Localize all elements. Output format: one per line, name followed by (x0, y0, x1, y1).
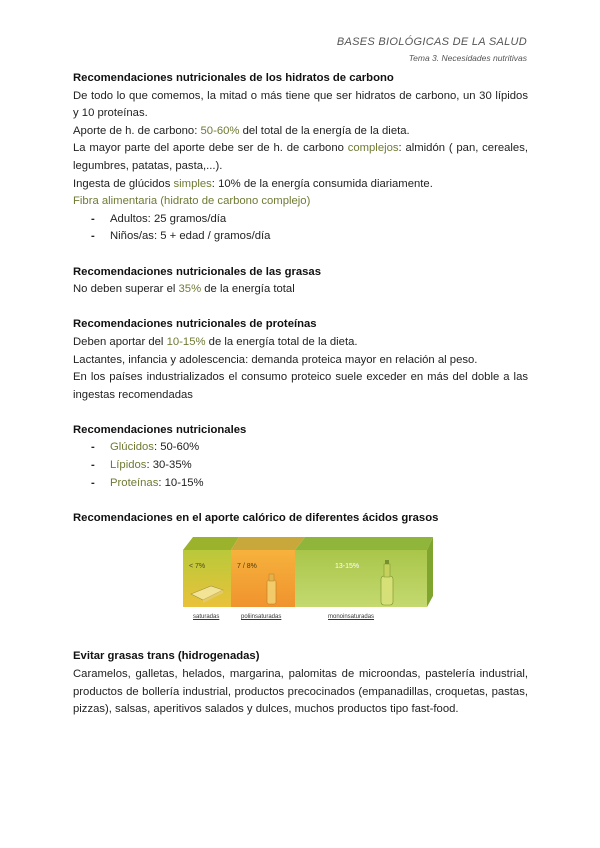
summary-heading: Recomendaciones nutricionales (73, 423, 247, 436)
summary-list (73, 439, 528, 492)
carbs-paragraph-1: De todo lo que comemos, la mitad o más tiene que ser hidratos de carbono, un 30 lípidos y 10 proteínas. (73, 89, 528, 120)
list-item: - Niños/as: 5 + edad / gramos/día (91, 228, 528, 246)
block-saturated-top (183, 537, 239, 550)
fats-paragraph: No deben superar el 35% de la energía total (73, 283, 295, 296)
block-poly (231, 550, 295, 607)
list-item: - Adultos: 25 gramos/día (91, 211, 528, 229)
block-poly-top (231, 537, 305, 550)
fatty-acids-figure (181, 534, 439, 626)
fats-percent-highlight: 35% (178, 283, 202, 296)
document-body (73, 70, 528, 719)
proteins-heading: Recomendaciones nutricionales de proteínas (73, 318, 317, 331)
fats-heading: Recomendaciones nutricionales de las grasas (73, 265, 322, 278)
carbs-paragraph-2: Aporte de h. de carbono: 50-60% del total de la energía de la dieta. (73, 124, 410, 137)
trans-heading: Evitar grasas trans (hidrogenadas) (73, 650, 260, 663)
fatty-acids-heading: Recomendaciones en el aporte calórico de diferentes ácidos grasos (73, 511, 439, 524)
proteins-paragraph-1: Deben aportar del 10-15% de la energía total de la dieta. (73, 335, 358, 348)
carbs-heading: Recomendaciones nutricionales de los hidratos de carbono (73, 72, 394, 84)
fatty-acids-illustration (181, 534, 439, 609)
value-label: 7 / 8% (237, 563, 257, 571)
fiber-list (73, 211, 528, 246)
caption-polyunsaturated: poliinsaturadas (241, 614, 282, 621)
proteins-percent-highlight: 10-15% (166, 335, 206, 348)
block-mono-top (295, 537, 433, 550)
proteins-paragraph-3: En los países industrializados el consumo proteico suele exceder en más del doble a las ingestas recomendadas (73, 371, 528, 401)
carbs-paragraph-4: Ingesta de glúcidos simples: 10% de la energía consumida diariamente. (73, 177, 433, 190)
fiber-heading: Fibra alimentaria (hidrato de carbono complejo) (73, 195, 311, 208)
complex-highlight: complejos (347, 142, 399, 155)
header-course: BASES BIOLÓGICAS DE LA SALUD (336, 36, 527, 48)
carbs-paragraph-3: La mayor parte del aporte debe ser de h. de carbono complejos: almidón ( pan, cereales, legumbres, patatas, pasta,...). (73, 142, 528, 172)
carbs-percent-highlight: 50-60% (200, 124, 240, 137)
caption-monounsaturated: monoinsaturadas (328, 614, 375, 621)
simple-highlight: simples (173, 177, 212, 190)
header-topic: Tema 3. Necesidades nutritivas (408, 53, 527, 63)
block-mono (295, 550, 427, 607)
value-label: 13-15% (335, 563, 360, 571)
list-item: - Proteínas: 10-15% (91, 475, 528, 493)
caption-saturated: saturadas (193, 614, 220, 621)
trans-paragraph: Caramelos, galletas, helados, margarina, palomitas de microondas, pastelería industrial, productos de bollería industrial, productos precocinados (empanadillas, croquetas, pastas, pizzas), salsas, aperitivos salados y dulces, muchos productos tipo fast-food. (73, 668, 528, 716)
list-item: - Lípidos: 30-35% (91, 457, 528, 475)
value-label: < 7% (189, 563, 206, 571)
proteins-paragraph-2: Lactantes, infancia y adolescencia: demanda proteica mayor en relación al peso. (73, 353, 478, 366)
list-item: - Glúcidos: 50-60% (91, 439, 528, 457)
